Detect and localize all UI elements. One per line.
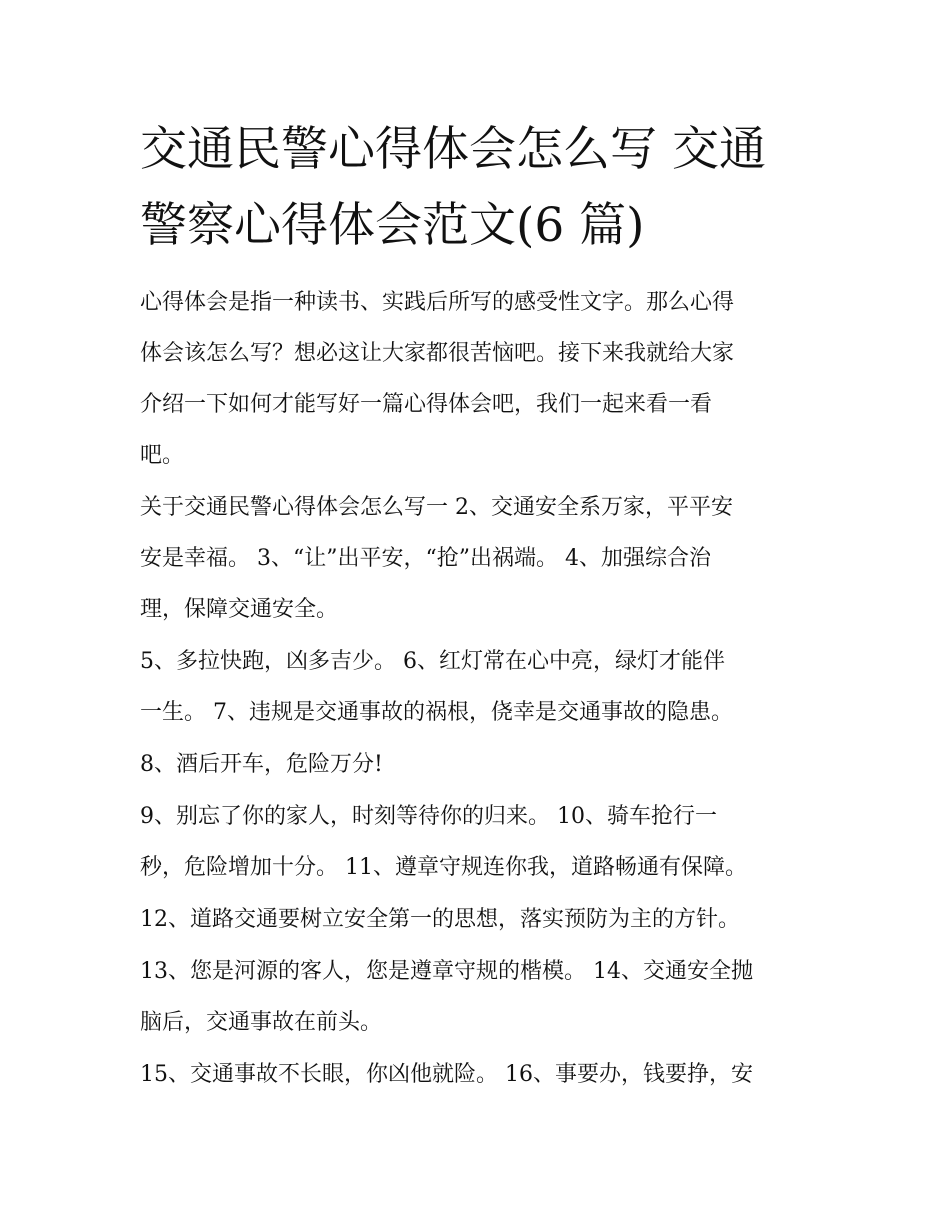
document-body bbox=[140, 277, 820, 1101]
title-line-1: 交通民警心得体会怎么写 交通 bbox=[140, 122, 766, 177]
text-line: 5、多拉快跑，凶多吉少。 6、红灯常在心中亮，绿灯才能伴 bbox=[140, 649, 725, 674]
text-line: 秒，危险增加十分。 11、遵章守规连你我，道路畅通有保障。 bbox=[140, 855, 747, 880]
text-line: 体会该怎么写？想必这让大家都很苦恼吧。接下来我就给大家 bbox=[140, 341, 735, 366]
title-line-2: 警察心得体会范文(6 篇) bbox=[140, 198, 645, 253]
text-line: 一生。 7、违规是交通事故的祸根，侥幸是交通事故的隐患。 bbox=[140, 700, 733, 725]
paragraph-slogans-5 bbox=[140, 894, 820, 945]
text-line: 吧。 bbox=[140, 443, 185, 468]
text-line: 9、别忘了你的家人，时刻等待你的归来。 10、骑车抢行一 bbox=[140, 804, 717, 829]
paragraph-slogans-1 bbox=[140, 482, 820, 635]
text-line: 15、交通事故不长眼，你凶他就险。 16、事要办，钱要挣，安 bbox=[140, 1062, 753, 1087]
paragraph-slogans-6 bbox=[140, 946, 820, 1048]
text-line: 12、道路交通要树立安全第一的思想，落实预防为主的方针。 bbox=[140, 907, 740, 932]
text-line: 13、您是河源的客人，您是遵章守规的楷模。 14、交通安全抛 bbox=[140, 959, 753, 984]
paragraph-intro bbox=[140, 277, 820, 481]
text-line: 安是幸福。 3、“让”出平安，“抢”出祸端。 4、加强综合治 bbox=[140, 546, 711, 571]
text-line: 心得体会是指一种读书、实践后所写的感受性文字。那么心得 bbox=[140, 290, 735, 315]
text-line: 介绍一下如何才能写好一篇心得体会吧，我们一起来看一看 bbox=[140, 392, 713, 417]
paragraph-slogans-3 bbox=[140, 739, 820, 790]
text-line: 脑后，交通事故在前头。 bbox=[140, 1010, 383, 1035]
paragraph-slogans-7 bbox=[140, 1049, 820, 1100]
text-line: 关于交通民警心得体会怎么写一 2、交通安全系万家，平平安 bbox=[140, 495, 733, 520]
document-title bbox=[140, 112, 820, 264]
paragraph-slogans-2 bbox=[140, 636, 820, 738]
paragraph-slogans-4 bbox=[140, 791, 820, 893]
text-line: 理，保障交通安全。 bbox=[140, 597, 339, 622]
text-line: 8、酒后开车，危险万分! bbox=[140, 752, 383, 777]
